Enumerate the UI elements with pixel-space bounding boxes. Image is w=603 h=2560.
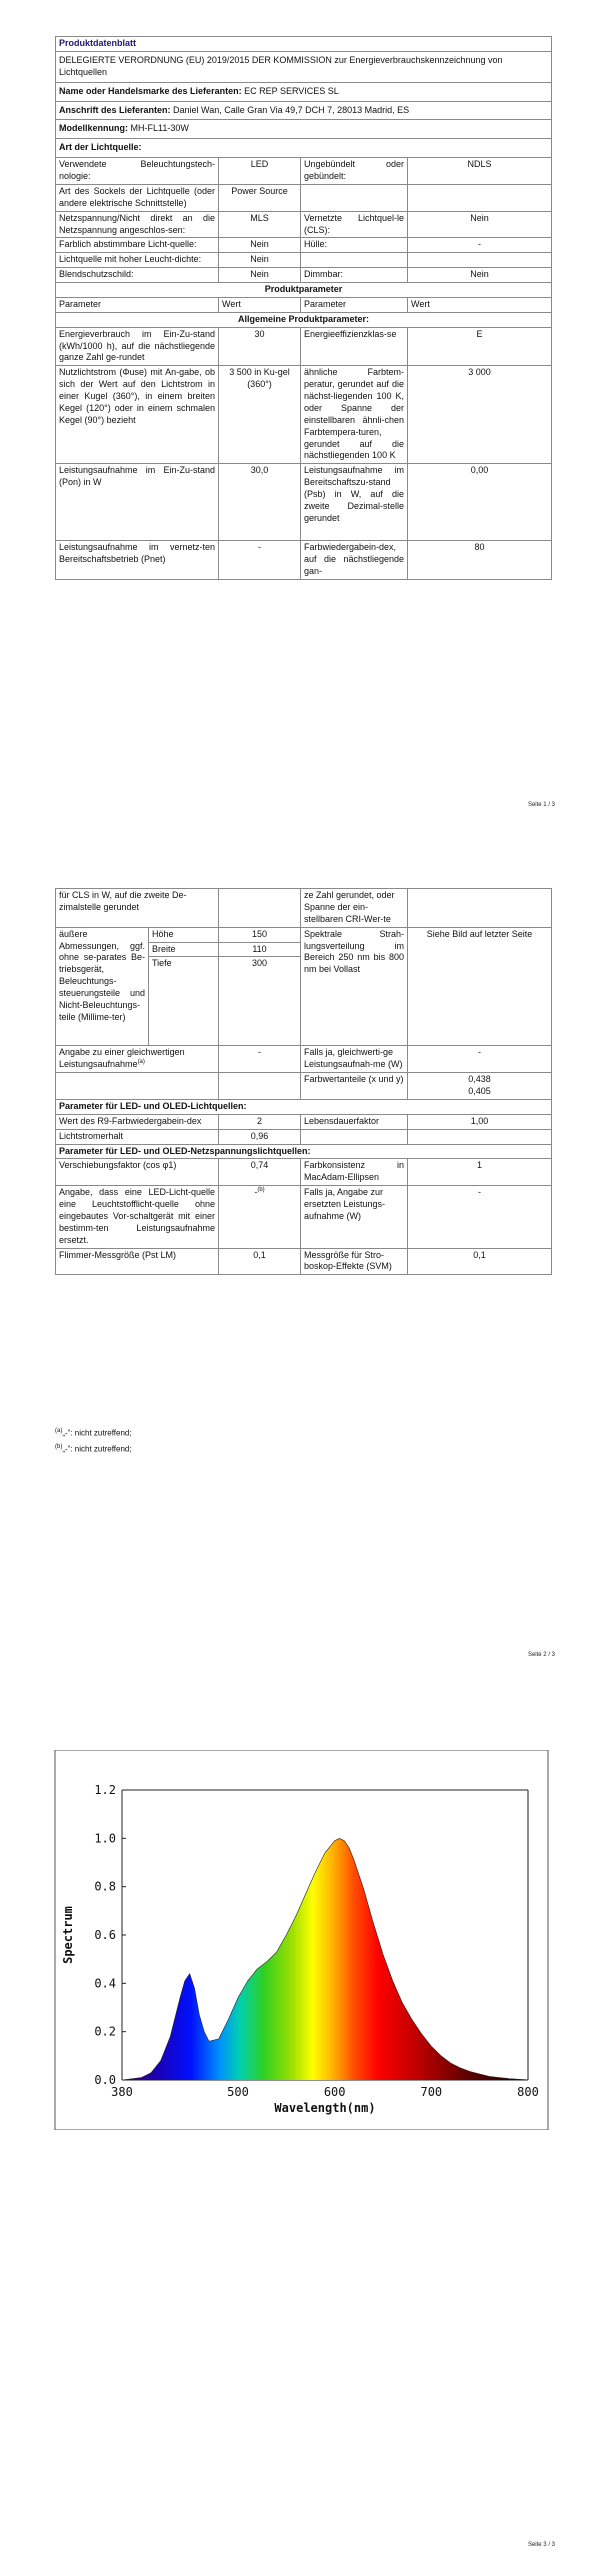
x-tick-label: 600 — [323, 2085, 346, 2099]
mains-parameters-header: Parameter für LED- und OLED-Netzspannungslichtquellen: — [56, 1144, 552, 1159]
model-row — [56, 120, 552, 139]
networked-standby-cont: für CLS in W, auf die zweite De-zimalstelle gerundet — [56, 889, 219, 928]
directional-label: Ungebündelt oder gebündelt: — [301, 158, 408, 185]
on-mode-power-value: 30,0 — [219, 464, 301, 541]
footnote-b: $^{(b)}$„-“: nicht zutreffend; — [55, 1444, 132, 1454]
r9-label: Wert des R9-Farbwiedergabein-dex — [56, 1114, 219, 1129]
y-tick-label: 0.2 — [94, 2024, 116, 2039]
cls-label: Vernetzte Lichtquel-le (CLS): — [301, 211, 408, 238]
stroboscopic-value: 0,1 — [408, 1248, 552, 1275]
dimmable-value: Nein — [408, 268, 552, 283]
color-tunable-value: Nein — [219, 238, 301, 253]
macadam-label: Farbkonsistenz in MacAdam-Ellipsen — [301, 1159, 408, 1186]
supplier-row — [56, 82, 552, 101]
displacement-factor-label: Verschiebungsfaktor (cos φ1) — [56, 1159, 219, 1186]
chromaticity-y: 0,405 — [468, 1086, 491, 1096]
supplier-value: EC REP SERVICES SL — [244, 85, 339, 96]
fluorescent-replacement-label: Angabe, dass eine LED-Licht-quelle eine Leuchtstofflicht-quelle ohne eingebautes Vor-schaltgerät mit einer bestimm-ten Leistungsaufnahme ersetzt. — [56, 1186, 219, 1248]
model-value: MH-FL11-30W — [130, 123, 189, 134]
replaced-power-value: - — [408, 1186, 552, 1248]
column-header-value: Wert — [219, 297, 301, 312]
address-value: Daniel Wan, Calle Gran Via 49,7 DCH 7, 28013 Madrid, ES — [173, 104, 410, 115]
equivalent-power-yes-label: Falls ja, gleichwerti-ge Leistungsaufnah-me (W) — [301, 1046, 408, 1073]
directional-value: NDLS — [408, 158, 552, 185]
color-tunable-label: Farblich abstimmbare Licht-quelle: — [56, 238, 219, 253]
page-number-2: Seite 2 / 3 — [527, 1652, 555, 1658]
x-tick-label: 380 — [111, 2085, 133, 2099]
color-temperature-label: ähnliche Farbtem-peratur, gerundet auf die nächst-liegenden 100 K, oder Spanne der einstellbaren ähnli-chen Farbtempera-turen, gerundet auf die nächstliegenden 100 K — [301, 366, 408, 464]
cls-value: Nein — [408, 211, 552, 238]
address-label: Anschrift des Lieferanten: — [59, 104, 171, 115]
cap-type-label: Art des Sockels der Lichtquelle (oder andere elektrische Schnittstelle) — [56, 184, 219, 211]
general-parameters-header: Allgemeine Produktparameter: — [56, 312, 552, 327]
replaced-power-label: Falls ja, Angabe zur ersetzten Leistungs-aufnahme (W) — [301, 1186, 408, 1248]
width-label: Breite — [149, 942, 219, 957]
spectrum-chart — [0, 1750, 603, 2130]
equivalent-power-yes-value: - — [408, 1046, 552, 1073]
macadam-value: 1 — [408, 1159, 552, 1186]
chromaticity-value — [408, 1073, 552, 1100]
flicker-label: Flimmer-Messgröße (Pst LM) — [56, 1248, 219, 1275]
column-header-value-2: Wert — [408, 297, 552, 312]
footnote-a: $^{(a)}$„-“: nicht zutreffend; — [55, 1428, 132, 1438]
cri-value: 80 — [408, 541, 552, 580]
y-tick-label: 0.6 — [94, 1928, 116, 1942]
standby-power-value: 0,00 — [408, 464, 552, 541]
spectrum-area — [122, 1838, 528, 2080]
mains-label: Netzspannung/Nicht direkt an die Netzspannung angeschlos-sen: — [56, 211, 219, 238]
page-number-1: Seite 1 / 3 — [527, 802, 555, 808]
flicker-value: 0,1 — [219, 1248, 301, 1275]
x-tick-label: 500 — [227, 2085, 249, 2099]
dimensions-label: äußere Abmessungen, ggf. ohne se-parates Be-triebsgerät, Beleuchtungs-steuerungsteile und Nicht-Beleuchtungs-teile (Millime-ter) — [56, 927, 149, 1046]
displacement-factor-value: 0,74 — [219, 1159, 301, 1186]
page-number-3: Seite 3 / 3 — [527, 2542, 555, 2548]
r9-value: 2 — [219, 1114, 301, 1129]
datasheet-table-p1 — [55, 36, 552, 580]
regulation-text: DELEGIERTE VERORDNUNG (EU) 2019/2015 DER KOMMISSION zur Energieverbrauchskennzeichnung von Lichtquellen — [56, 51, 552, 82]
x-tick-label: 800 — [517, 2085, 539, 2099]
page-1 — [0, 0, 603, 820]
anti-glare-label: Blendschutzschild: — [56, 268, 219, 283]
product-parameters-header: Produktparameter — [56, 283, 552, 298]
spectral-distribution-value: Siehe Bild auf letzter Seite — [408, 927, 552, 1046]
page-2 — [0, 850, 603, 1670]
y-tick-label: 1.0 — [94, 1831, 116, 1846]
supplier-label: Name oder Handelsmarke des Lieferanten: — [59, 85, 242, 96]
x-axis-label: Wavelength(nm) — [274, 2101, 376, 2115]
depth-value: 300 — [219, 957, 301, 1046]
envelope-label: Hülle: — [301, 238, 408, 253]
anti-glare-value: Nein — [219, 268, 301, 283]
width-value: 110 — [219, 942, 301, 957]
cap-type-value: Power Source — [219, 184, 301, 211]
equivalent-power-label: Angabe zu einer gleichwertigen Leistungsaufnahme$^{(a)}$ — [56, 1046, 219, 1073]
on-mode-power-label: Leistungsaufnahme im Ein-Zu-stand (Pon) in W — [56, 464, 219, 541]
spectral-distribution-label: Spektrale Strah-lungsverteilung im Bereich 250 nm bis 800 nm bei Vollast — [301, 927, 408, 1046]
height-label: Höhe — [149, 927, 219, 942]
light-source-type-header: Art der Lichtquelle: — [56, 139, 552, 158]
networked-standby-label: Leistungsaufnahme im vernetz-ten Bereitschaftsbetrieb (Pnet) — [56, 541, 219, 580]
chromaticity-label: Farbwertanteile (x und y) — [301, 1073, 408, 1100]
y-tick-label: 1.2 — [94, 1783, 116, 1797]
depth-label: Tiefe — [149, 957, 219, 1046]
led-parameters-header: Parameter für LED- und OLED-Lichtquellen: — [56, 1099, 552, 1114]
technology-label: Verwendete Beleuchtungstech-nologie: — [56, 158, 219, 185]
useful-flux-label: Nutzlichtstrom (Φuse) mit An-gabe, ob sich der Wert auf den Lichtstrom in einer Kugel (360°), in einem breiten Kegel (120°) oder in einem schmalen Kegel (90°) bezieht — [56, 366, 219, 464]
high-luminance-value: Nein — [219, 253, 301, 268]
column-header-parameter-2: Parameter — [301, 297, 408, 312]
useful-flux-value: 3 500 in Ku-gel (360°) — [219, 366, 301, 464]
energy-consumption-label: Energieverbrauch im Ein-Zu-stand (kWh/1000 h), auf die nächstliegende ganze Zahl ge-rundet — [56, 327, 219, 366]
mains-value: MLS — [219, 211, 301, 238]
datasheet-title: Produktdatenblatt — [56, 37, 552, 52]
equivalent-power-value: - — [219, 1046, 301, 1073]
height-value: 150 — [219, 927, 301, 942]
datasheet-table-p2 — [55, 888, 552, 1275]
color-temperature-value: 3 000 — [408, 366, 552, 464]
efficiency-class-value: E — [408, 327, 552, 366]
x-tick-label: 700 — [420, 2085, 443, 2099]
technology-value: LED — [219, 158, 301, 185]
survival-factor-value: 1,00 — [408, 1114, 552, 1129]
dimmable-label: Dimmbar: — [301, 268, 408, 283]
envelope-value: - — [408, 238, 552, 253]
survival-factor-label: Lebensdauerfaktor — [301, 1114, 408, 1129]
column-header-parameter: Parameter — [56, 297, 219, 312]
lumen-maintenance-label: Lichtstromerhalt — [56, 1129, 219, 1144]
networked-standby-value: - — [219, 541, 301, 580]
address-row — [56, 101, 552, 120]
y-tick-label: 0.4 — [94, 1976, 116, 1991]
energy-consumption-value: 30 — [219, 327, 301, 366]
y-tick-label: 0.0 — [94, 2073, 116, 2087]
standby-power-label: Leistungsaufnahme im Bereitschaftszu-stand (Psb) in W, auf die zweite Dezimal-stelle gerundet — [301, 464, 408, 541]
y-axis-label: Spectrum — [61, 1906, 75, 1964]
lumen-maintenance-value: 0,96 — [219, 1129, 301, 1144]
y-tick-label: 0.8 — [94, 1879, 116, 1894]
cri-label-cont: ze Zahl gerundet, oder Spanne der ein-stellbaren CRI-Wer-te — [301, 889, 408, 928]
cri-label: Farbwiedergabein-dex, auf die nächstliegende gan- — [301, 541, 408, 580]
model-label: Modellkennung: — [59, 123, 128, 134]
high-luminance-label: Lichtquelle mit hoher Leucht-dichte: — [56, 253, 219, 268]
chromaticity-x: 0,438 — [468, 1074, 491, 1085]
page-3 — [0, 1700, 603, 2560]
efficiency-class-label: Energieeffizienzklas-se — [301, 327, 408, 366]
fluorescent-replacement-value: -$^{(b)}$ — [219, 1186, 301, 1248]
stroboscopic-label: Messgröße für Stro-boskop-Effekte (SVM) — [301, 1248, 408, 1275]
